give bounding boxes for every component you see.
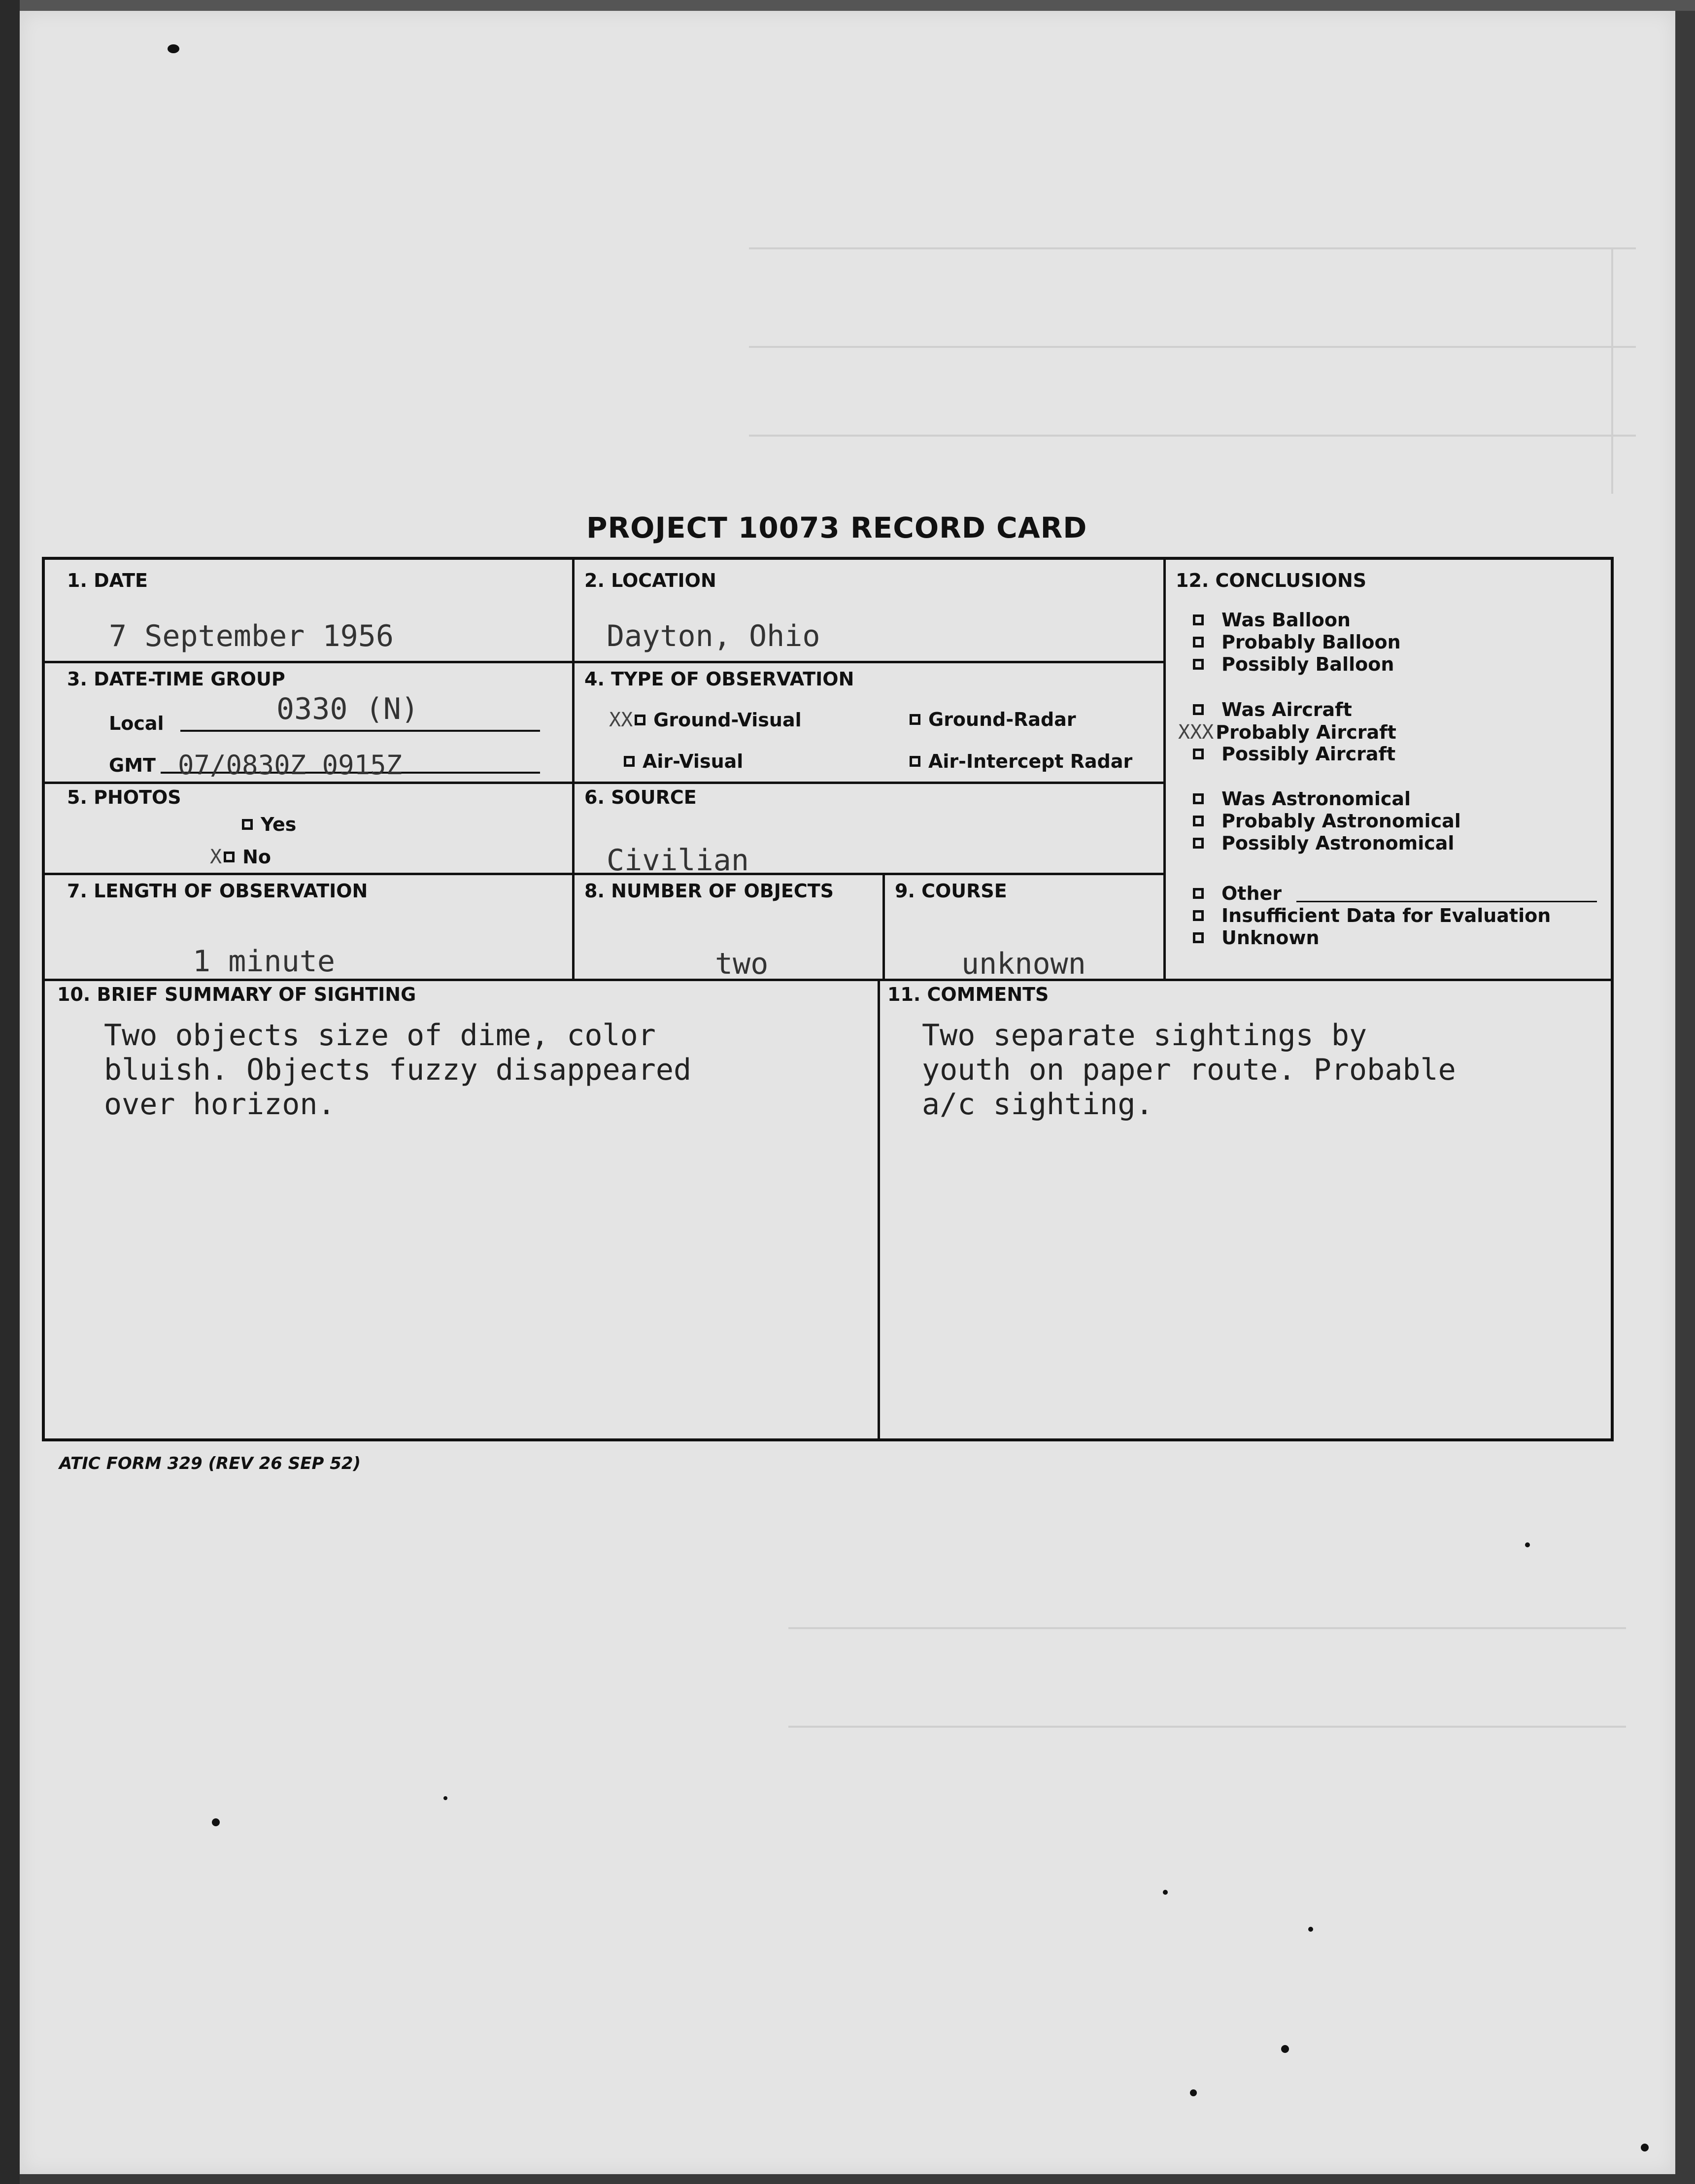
option-possibly-balloon[interactable] — [1193, 653, 1394, 675]
date-value: 7 September 1956 — [109, 619, 394, 653]
option-label: Possibly Balloon — [1221, 653, 1394, 675]
divider — [45, 873, 1163, 875]
option-label: Other — [1221, 883, 1282, 904]
scan-speck — [1308, 1927, 1313, 1932]
check-mark: X — [210, 846, 222, 868]
scan-speck — [212, 1818, 220, 1826]
option-ground-visual[interactable] — [609, 709, 802, 731]
bleed-through-line — [749, 346, 1636, 348]
location-label: 2. LOCATION — [584, 570, 716, 591]
length-value: 1 minute — [193, 944, 335, 979]
option-label: Air-Intercept Radar — [928, 751, 1133, 772]
checkbox-icon — [635, 715, 645, 725]
conclusions-label: 12. CONCLUSIONS — [1176, 570, 1367, 591]
checkbox-icon — [1193, 838, 1204, 849]
checkbox-icon — [910, 714, 920, 725]
source-label: 6. SOURCE — [584, 786, 697, 808]
bleed-through-line — [788, 1627, 1626, 1629]
card-title: PROJECT 10073 RECORD CARD — [586, 511, 1087, 545]
divider — [45, 782, 1163, 784]
dtg-local-label: Local — [109, 713, 164, 734]
checkbox-icon — [1193, 614, 1204, 625]
option-label: Ground-Radar — [928, 709, 1076, 730]
summary-label: 10. BRIEF SUMMARY OF SIGHTING — [57, 984, 416, 1005]
option-air-visual[interactable] — [624, 751, 743, 772]
option-label: Was Astronomical — [1221, 788, 1411, 810]
option-label: Was Aircraft — [1221, 699, 1352, 720]
bleed-through-line — [1611, 247, 1613, 494]
scan-speck — [1525, 1542, 1530, 1547]
option-ground-radar[interactable] — [910, 709, 1076, 730]
option-label: Insufficient Data for Evaluation — [1221, 905, 1551, 926]
checkbox-icon — [624, 756, 635, 767]
option-was-aircraft[interactable] — [1193, 699, 1352, 720]
dtg-label: 3. DATE-TIME GROUP — [67, 668, 285, 690]
option-photos-no[interactable] — [210, 846, 271, 868]
scan-speck — [168, 44, 179, 53]
option-label: Probably Balloon — [1221, 631, 1401, 653]
scan-edge-top — [0, 0, 1695, 11]
scan-speck — [1163, 1890, 1168, 1895]
option-label: Air-Visual — [643, 751, 744, 772]
number-value: two — [715, 947, 769, 981]
option-probably-aircraft[interactable] — [1178, 721, 1396, 744]
option-insufficient-data[interactable] — [1193, 905, 1551, 926]
scan-speck — [443, 1796, 447, 1800]
checkbox-icon — [1193, 932, 1204, 943]
divider — [882, 875, 885, 979]
checkbox-icon — [242, 819, 253, 830]
checkbox-icon — [1193, 637, 1204, 648]
number-label: 8. NUMBER OF OBJECTS — [584, 880, 834, 902]
checkbox-icon — [1193, 659, 1204, 670]
option-probably-balloon[interactable] — [1193, 631, 1401, 653]
checkbox-icon — [1193, 704, 1204, 715]
option-probably-astronomical[interactable] — [1193, 810, 1461, 832]
option-possibly-astronomical[interactable] — [1193, 832, 1454, 854]
check-mark: XX — [609, 709, 633, 731]
other-underline — [1296, 901, 1597, 902]
course-label: 9. COURSE — [895, 880, 1007, 902]
course-value: unknown — [961, 947, 1086, 981]
dtg-gmt-label: GMT — [109, 754, 156, 776]
summary-text: Two objects size of dime, color bluish. Objects fuzzy disappeared over horizon. — [104, 1018, 692, 1122]
divider — [45, 979, 1612, 981]
form-footer: ATIC FORM 329 (REV 26 SEP 52) — [59, 1454, 361, 1473]
option-label: Possibly Astronomical — [1221, 832, 1455, 854]
scan-speck — [1190, 2089, 1197, 2096]
record-card — [42, 557, 1614, 1441]
option-possibly-aircraft[interactable] — [1193, 743, 1395, 765]
location-value: Dayton, Ohio — [607, 619, 820, 653]
option-label: Unknown — [1221, 927, 1320, 949]
checkbox-icon — [910, 756, 920, 767]
option-air-intercept-radar[interactable] — [910, 751, 1132, 772]
checkbox-icon — [1193, 749, 1204, 759]
bleed-through-line — [749, 247, 1636, 249]
option-photos-yes[interactable] — [242, 814, 296, 835]
dtg-gmt-value: 07/0830Z 0915Z — [178, 750, 403, 781]
length-label: 7. LENGTH OF OBSERVATION — [67, 880, 368, 902]
checkbox-icon — [1193, 888, 1204, 899]
divider — [45, 661, 1163, 663]
option-label: Probably Astronomical — [1221, 810, 1461, 832]
source-value: Civilian — [607, 843, 749, 878]
bleed-through-line — [749, 435, 1636, 437]
checkbox-icon — [224, 852, 235, 862]
divider — [878, 979, 880, 1439]
option-other[interactable] — [1193, 883, 1282, 904]
checkbox-icon — [1193, 793, 1204, 804]
scan-speck — [1281, 2045, 1289, 2053]
option-label: Ground-Visual — [653, 709, 802, 731]
photos-label: 5. PHOTOS — [67, 786, 181, 808]
check-mark: XXX — [1178, 721, 1214, 744]
option-was-balloon[interactable] — [1193, 609, 1351, 631]
checkbox-icon — [1193, 816, 1204, 826]
divider — [1163, 560, 1166, 979]
option-label: Possibly Aircraft — [1221, 743, 1396, 765]
bleed-through-line — [788, 1726, 1626, 1728]
comments-text: Two separate sightings by youth on paper route. Probable a/c sighting. — [922, 1018, 1456, 1122]
scan-edge-left — [0, 0, 20, 2184]
observation-label: 4. TYPE OF OBSERVATION — [584, 668, 854, 690]
dtg-local-value: 0330 (N) — [276, 692, 419, 726]
option-label: Was Balloon — [1221, 609, 1351, 631]
scan-speck — [1641, 2144, 1649, 2151]
checkbox-icon — [1193, 910, 1204, 921]
option-label: No — [242, 846, 271, 868]
option-unknown[interactable] — [1193, 927, 1320, 949]
option-label: Probably Aircraft — [1216, 721, 1396, 743]
local-underline — [180, 730, 540, 732]
date-label: 1. DATE — [67, 570, 148, 591]
option-was-astronomical[interactable] — [1193, 788, 1411, 810]
divider — [572, 560, 575, 979]
option-label: Yes — [261, 814, 297, 835]
comments-label: 11. COMMENTS — [887, 984, 1049, 1005]
